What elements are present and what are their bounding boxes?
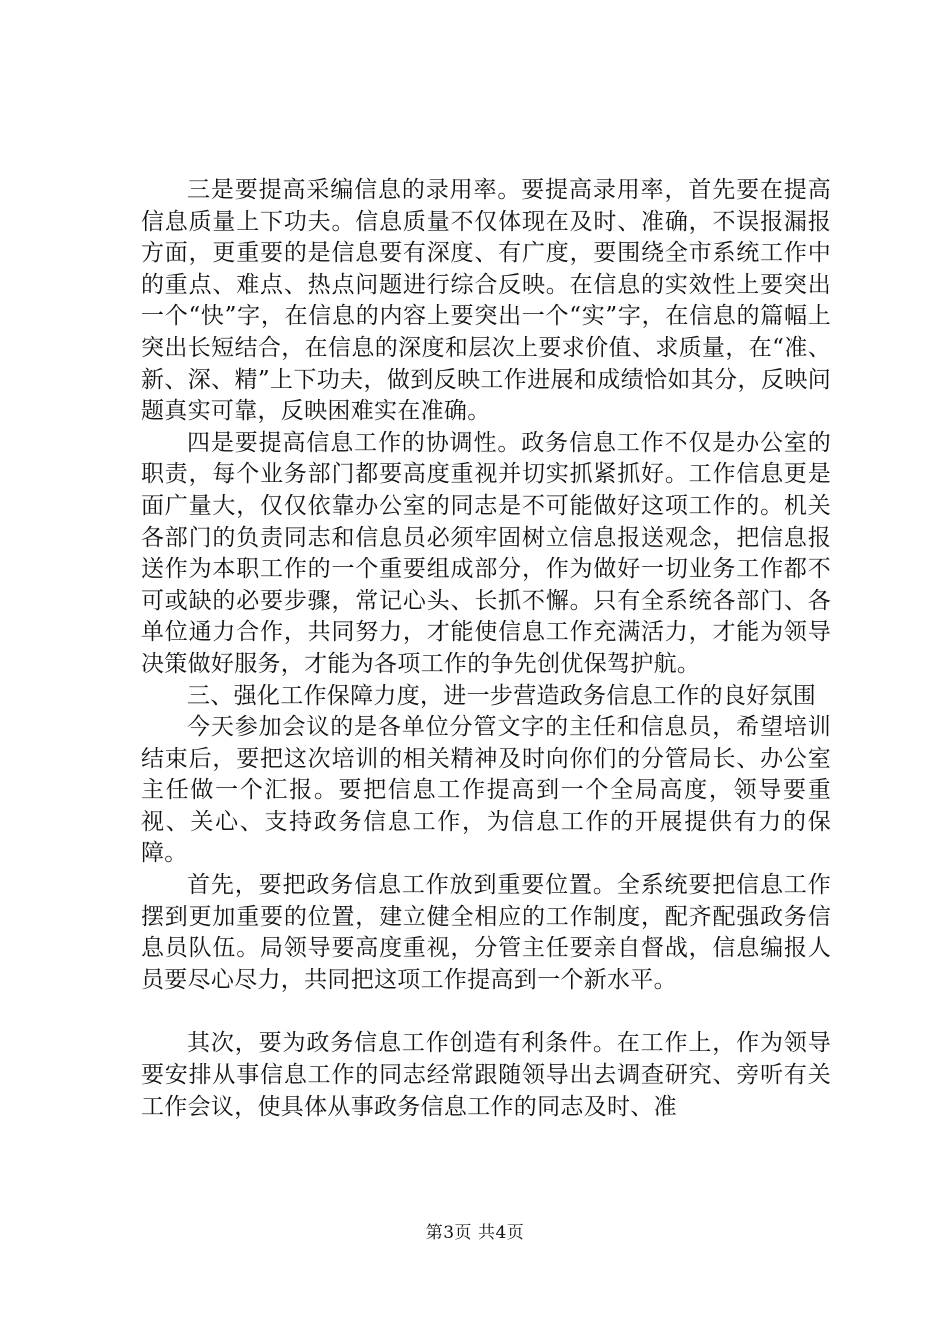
paragraph-item-four: 四是要提高信息工作的协调性。政务信息工作不仅是办公室的职责，每个业务部门都要高度重视并切实抓紧抓好。工作信息更是面广量大，仅仅依靠办公室的同志是不可能做好这项工作的。机关各部门的负责同志和信息员必须牢固树立信息报送观念，把信息报送作为本职工作的一个重要组成部分，作为做好一切业务工作都不可或缺的必要步骤，常记心头、长抓不懈。只有全系统各部门、各单位通力合作，共同努力，才能使信息工作充满活力，才能为领导决策做好服务，才能为各项工作的争先创优保驾护航。: [141, 429, 831, 677]
paragraph-meeting-intro: 今天参加会议的是各单位分管文字的主任和信息员，希望培训结束后，要把这次培训的相关精神及时向你们的分管局长、办公室主任做一个汇报。要把信息工作提高到一个全局高度，领导要重视、关心、支持政务信息工作，为信息工作的开展提供有力的保障。: [141, 714, 831, 867]
section-heading-three: 三、强化工作保障力度，进一步营造政务信息工作的良好氛围: [187, 682, 817, 709]
paragraph-gap: [141, 996, 831, 1028]
paragraph-item-three: 三是要提高采编信息的录用率。要提高录用率，首先要在提高信息质量上下功夫。信息质量不仅体现在及时、准确，不误报漏报方面，更重要的是信息要有深度、有广度，要围绕全市系统工作中的重点、难点、热点问题进行综合反映。在信息的实效性上要突出一个“快”字，在信息的内容上要突出一个“实”字，在信息的篇幅上突出长短结合，在信息的深度和层次上要求价值、求质量，在“准、新、深、精”上下功夫，做到反映工作进展和成绩恰如其分，反映问题真实可靠，反映困难实在准确。: [141, 177, 831, 425]
paragraph-first: 首先，要把政务信息工作放到重要位置。全系统要把信息工作摆到更加重要的位置，建立健全相应的工作制度，配齐配强政务信息员队伍。局领导要高度重视，分管主任要亲自督战，信息编报人员要尽心尽力，共同把这项工作提高到一个新水平。: [141, 872, 831, 993]
page-number-footer: 第3页 共4页: [425, 1223, 525, 1243]
document-body: [141, 175, 831, 1123]
paragraph-second: 其次，要为政务信息工作创造有利条件。在工作上，作为领导要安排从事信息工作的同志经常跟随领导出去调查研究、旁听有关工作会议，使具体从事政务信息工作的同志及时、准: [141, 1030, 831, 1120]
